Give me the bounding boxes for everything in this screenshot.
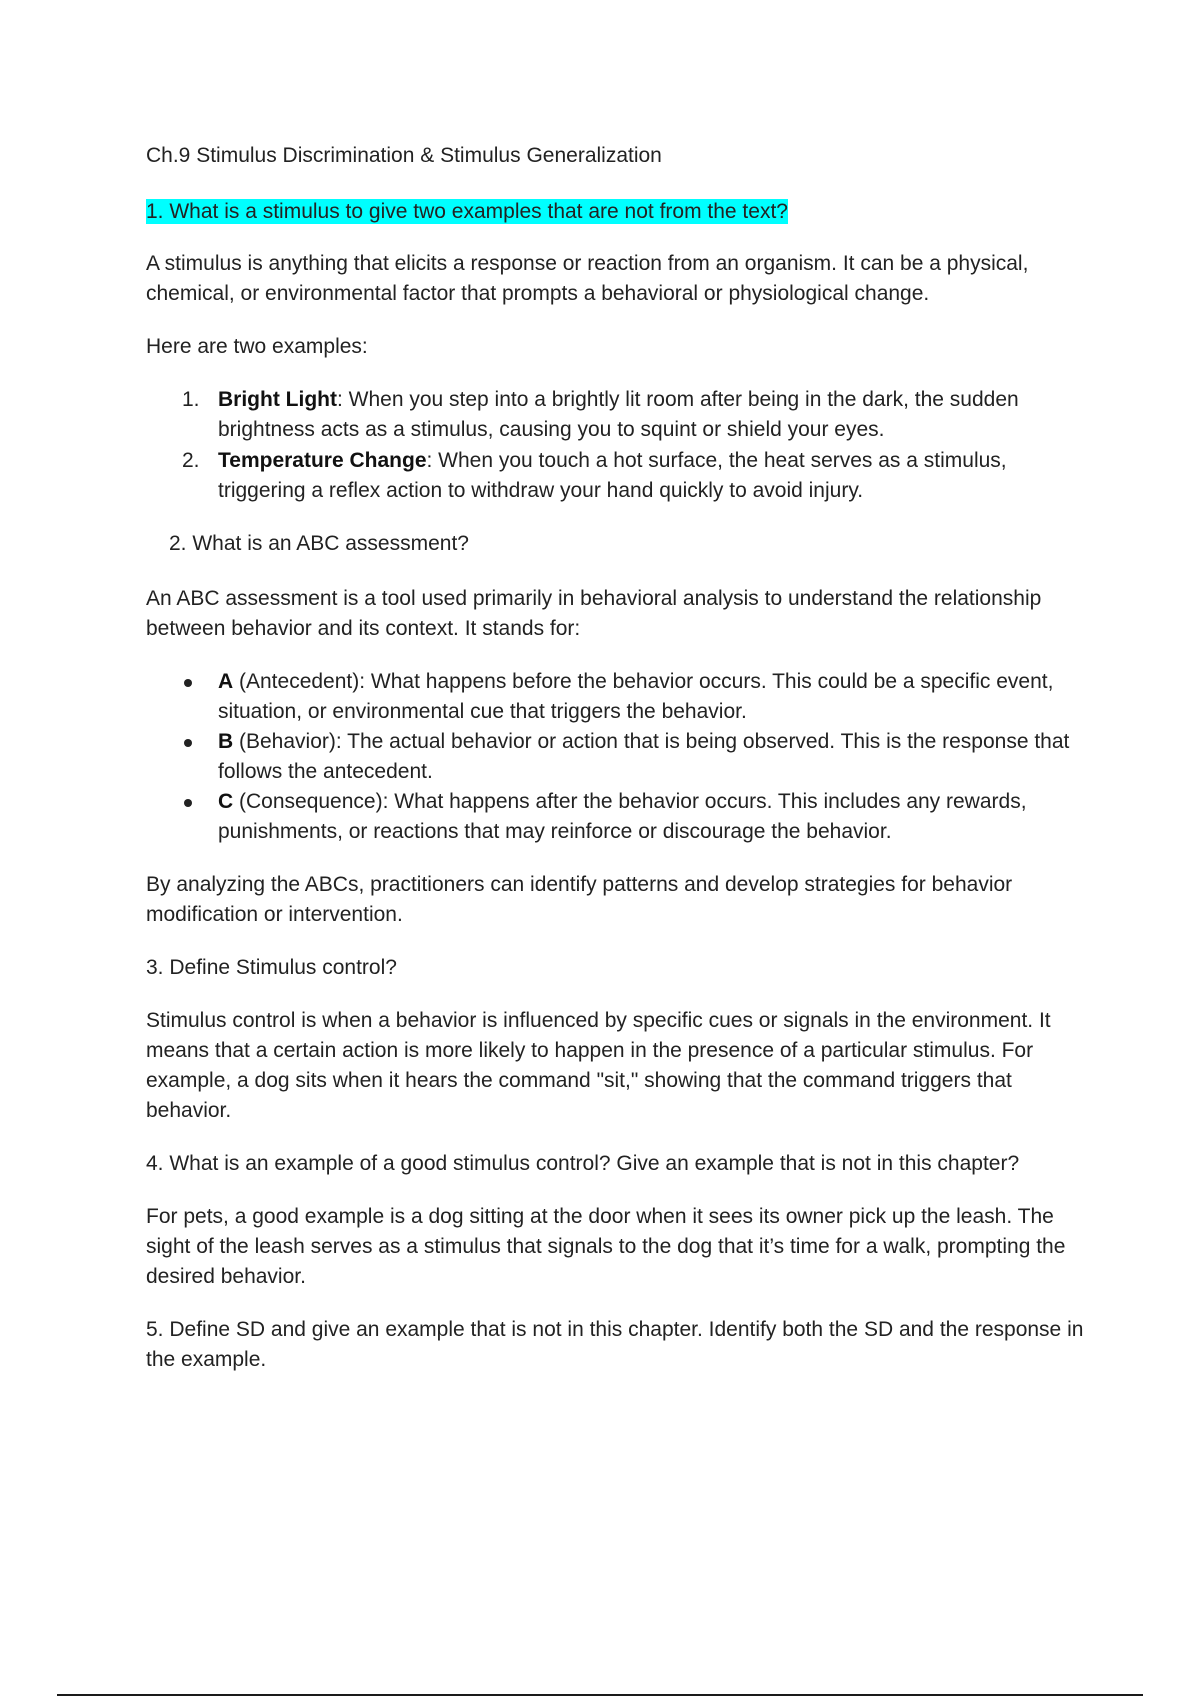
answer-4: For pets, a good example is a dog sitting at the door when it sees its owner pick up the leash. The sight of the leash serves as a stimulus that signals to the dog that it’s time for a walk, prompting the desired behavior. [146, 1205, 1066, 1288]
document-body [146, 141, 1086, 1398]
abc-text: (Behavior): The actual behavior or action that is being observed. This is the response that follows the antecedent. [218, 730, 1070, 783]
answer-1-definition: A stimulus is anything that elicits a response or reaction from an organism. It can be a physical, chemical, or environmental factor that prompts a behavioral or physiological change. [146, 252, 1029, 305]
question-1-highlighted-text: 1. What is a stimulus to give two examples that are not from the text? [146, 200, 788, 223]
abc-text: (Antecedent): What happens before the behavior occurs. This could be a specific event, situation, or environmental cue that triggers the behavior. [218, 670, 1054, 723]
question-4: 4. What is an example of a good stimulus control? Give an example that is not in this chapter? [146, 1152, 1020, 1175]
question-3: 3. Define Stimulus control? [146, 956, 397, 979]
list-item-number: 1. [182, 388, 200, 411]
question-5: 5. Define SD and give an example that is not in this chapter. Identify both the SD and the response in the example. [146, 1318, 1084, 1371]
question-2: 2. What is an ABC assessment? [169, 532, 469, 555]
bullet-icon [184, 739, 192, 747]
example-term: Bright Light [218, 388, 337, 411]
bullet-icon [184, 679, 192, 687]
abc-text: (Consequence): What happens after the behavior occurs. This includes any rewards, punishments, or reactions that may reinforce or discourage the behavior. [218, 790, 1027, 843]
document-title: Ch.9 Stimulus Discrimination & Stimulus Generalization [146, 144, 662, 167]
answer-1-intro: Here are two examples: [146, 335, 368, 358]
list-item [146, 727, 1086, 787]
example-term: Temperature Change [218, 449, 427, 472]
abc-list [146, 667, 1086, 847]
examples-list [146, 385, 1086, 506]
question-1 [146, 197, 1086, 227]
example-text: : When you touch a hot surface, the heat serves as a stimulus, triggering a reflex action to withdraw your hand quickly to avoid injury. [218, 449, 1007, 502]
list-item [146, 385, 1086, 445]
bullet-icon [184, 799, 192, 807]
list-item-number: 2. [182, 449, 200, 472]
example-text: : When you step into a brightly lit room after being in the dark, the sudden brightness acts as a stimulus, causing you to squint or shield your eyes. [218, 388, 1019, 441]
list-item [146, 787, 1086, 847]
page-bottom-divider [57, 1694, 1143, 1696]
list-item [146, 446, 1086, 506]
abc-letter: A [218, 670, 234, 693]
abc-letter: B [218, 730, 234, 753]
answer-3: Stimulus control is when a behavior is influenced by specific cues or signals in the environment. It means that a certain action is more likely to happen in the presence of a particular stimulus. For example, a dog sits when it hears the command "sit," showing that the command triggers that behavior. [146, 1009, 1051, 1122]
answer-2-definition: An ABC assessment is a tool used primarily in behavioral analysis to understand the relationship between behavior and its context. It stands for: [146, 587, 1042, 640]
answer-2-closing: By analyzing the ABCs, practitioners can identify patterns and develop strategies for behavior modification or intervention. [146, 873, 1013, 926]
list-item [146, 667, 1086, 727]
abc-letter: C [218, 790, 234, 813]
